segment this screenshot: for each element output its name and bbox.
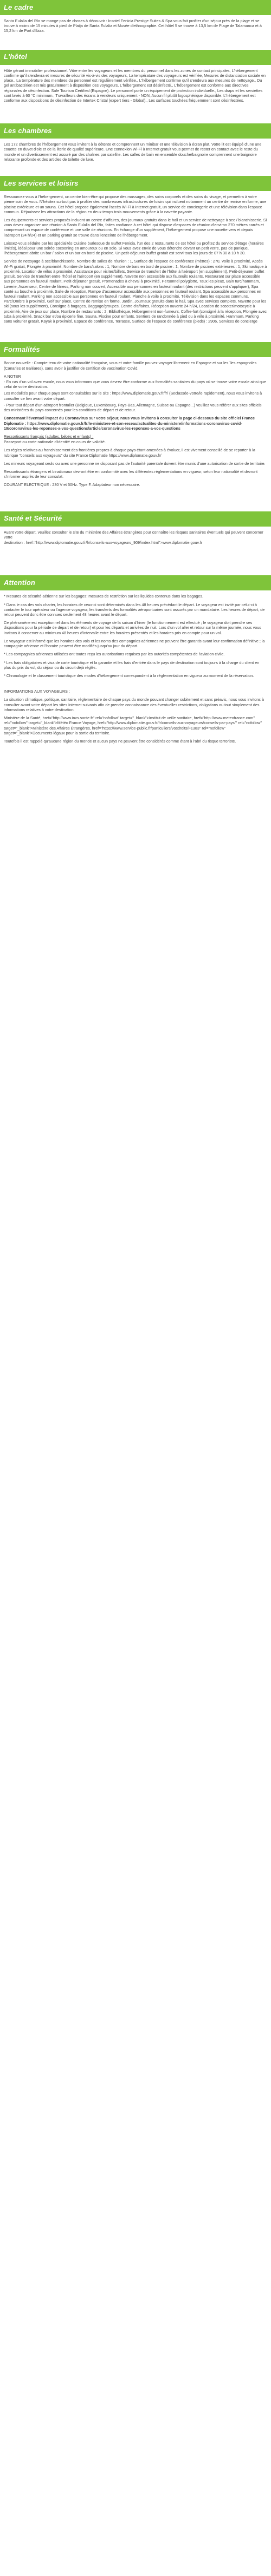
formalites-line-8: Passeport ou carte nationale d'identité en cours de validité. [4,439,106,445]
attention-line-4: Le voyageur est informé que les horaires des vols et les noms des compagnies aériennes ne peuvent être garantis avant leur confirmation définitive ; la compagnie aérienne et l'horaire peuvent être modifiés jusqu'au jour du départ. [4,638,265,649]
section-title-sante: Santé et Sécurité [0,511,271,527]
section-body-hotel [0,65,271,112]
loisirs-paragraph-2: Les équipements et services proposés incluent un centre d'affaires, des journaux gratuits dans le hall et un service de nettoyage à sec / blanchisserie. Si vous devez organiser une réunion à Santa Eulalia del Río, faites confiance à cet hôtel qui dispose d'espaces de réunion d'environ 270 mètres carrés et comprenant un espace de conférence et une salle de réunions. En échange d'un supplément, l'hébergement propose une navette vers et depuis l'aéroport (24 h/24) et un parking gratuit se trouve dans l'enceinte de l'hébergement. [4,217,267,238]
cadre-paragraph: Santa Eulalia del Río se mange pas de choses à découvrir : Insotel Fenicia Prestige Suites & Spa vous fait profiter d'un séjour près de la plage et se trouve à moins de 15 minutes à pied de Platja de Santa Eulalia et Musée d'ethnographie. Cet hôtel 5 se trouve à 13,5 km de Plage de Talamanca et à 15,2 km de Port d'Ibiza. [4,18,262,34]
attention-line-6: * Les frais obligatoires et visa de carte touristique et la garantie et les frais d'entrée dans le pays de destination sont toujours à la charge du client en plus du prix du vol, du séjour ou du circuit déjà réglés. [4,660,260,670]
info-voyageurs-paragraph-3: Toutefois il est rappelé qu'aucune région du monde et aucun pays ne peuvent être considérés comme étant à l'abri du risque terroriste. [4,738,236,744]
formalites-line-10: Les mineurs voyageant seuls ou avec une personne ne disposant pas de l'autorité parentale doivent être munis d'une autorisation de sortie de territoire. [4,461,266,466]
formalites-line-7: Ressortissants français (adultes, bébés et enfants) : [4,433,94,439]
section-title-chambres: Les chambres [0,123,271,139]
attention-line-1-prefix: * Mesures de sécurité aérienne sur les bagages: mesures de restriction sur les liquides contenus dans les bagages. [4,594,203,599]
section-title-formalites: Formalités [0,342,271,357]
formalites-line-9: Les règles relatives au franchissement des frontières propres à chaque pays étant amenées à évoluer, il est vivement conseillé de se reporter à la rubrique "conseils aux voyageurs" du site France Diplomatie https://www.diplomatie.gouv.fr/ [4,448,255,458]
section-title-cadre: Le cadre [0,0,271,15]
section-title-hotel: L'hôtel [0,50,271,65]
section-body-sante [0,527,271,554]
sante-line-1: Avant votre départ, veuillez consulter le site du ministère des Affaires étrangères pour connaître les risques sanitaires éventuels qui peuvent concerner votre [4,529,263,540]
chambres-paragraph: Les 172 chambres de l'hébergement vous invitent à la détente et comprennent un minibar et une télévision à écran plat. Votre lit est équipé d'une une couette en duvet d'oie et de la literie de qualité supérieure. Une connexion Wi-Fi à Internet gratuit vous permet de rester en contact avec le reste du monde et un divertissement est assuré par des chaînes par satellite. Les salles de bain en ensemble douche/baignoire comprennent une baignoire relaxante profonde et des articles de toilette de luxe. [4,142,262,162]
attention-line-3: Ce phénomène est exceptionnel dans les éléments de voyage de la saison d'hiver (le fonctionnement est effectué ; le voyageur doit prendre ses dispositions pour la période de départ et de retour) et pour les départs et arrivées de nuit. Lors d'un vol aller et retour sur la même journée, nous vous invitons à conserver au minimum 48 heures d'intervalle entre les horaires présentés et les horaires pris en compte pour un vol. [4,620,261,635]
sante-line-2: destination : href="http://www.diplomatie.gouv.fr/fr/conseils-aux-voyageurs_909/index.html">www.diplomatie.gouv.fr [4,540,202,546]
section-body-chambres [0,139,271,170]
loisirs-paragraph-4: Service de nettoyage à sec/blanchisserie, Nombre de salles de réunion : 1, Surface de l'espace de conférence (mètres) : 270, Voile à proximité, Accès Wi-Fi gratuit, Plongée à proximité, Nombre de bars/salons : 1, Nombre de bars en bord de piscine : 1, Nombre de piscines extérieures : 1, Ski nautique à proximité, Location de vélos à proximité, Assistance pour visites/billets, Service de transfert de l'hôtel à l'aéroport (en supplément), Petit-déjeuner buffet gratuit, Service de transfert entre l'hôtel et l'aéroport (en supplément), Navette non accessible aux fauteuils roulants, Restaurant sur place accessible aux personnes en fauteuil roulant, Petit-déjeuner gratuit, Promenades à cheval à proximité, Personnel polyglotte, Taux les pieux, Bain turc/hammam, Laverie, Ascenseur, Centre de fitness, Parking non couvert, Accessible aux personnes en fauteuil roulant (des restrictions peuvent s'appliquer), Spa santé au bouche à proximité, Salle de réception, Rampe d'ascenseur accessible aux personnes en fauteuil roulant, Spa accessible aux personnes en fauteuil roulant, Parking non accessible aux personnes en fauteuil roulant, Planche à voile à proximité, Télévision dans les espaces communs, Parc/Ombre à proximité, Golf sur place, Centre de remise en forme, Jardin, Journaux gratuits dans le hall, Spa avec services complets, Navette pour les ski (sous les supplément), Consigne à bagages, Baggage/groupes, Centre d'affaires, Réception ouverte 24 h/24, Location de scooter/motocycle à proximité, Aire de jeux sur place, Nombre de restaurants : 2, Bibliothèque, Hébergement non-fumeurs, Coffre-fort (consigné à la réception, Plongée avec tuba à proximité, Snack bar et/ou épicerie fine, Sauna, Piscine pour enfants, Sentiers de randonnée à pied ou à vélo à proximité, Hammam, Parking sans voiturier gratuit, Kayak à proximité, Espace de conférence, Terrasse, Surface de l'espace de conférence (pieds) : 2906, Services de concierge [4,259,267,324]
attention-line-5: * Les compagnies aériennes utilisées ont toutes reçu les autorisations requises par les autorités compétentes de l'aviation civile. [4,652,225,657]
loisirs-paragraph-3: Laissez-vous séduire par les spécialités Cuisine burlesque de Buffet Fenicia, l'un des 2 restaurants de cet hôtel ou profitez du service d'étage (horaires limités), idéal pour une soirée cocooning en amoureux ou en solo. Si vous avez envie de vous détendre devant un petit verre, pas de panique, l'hébergement abrite un bar / salon et un bar en bord de piscine. Un petit-déjeuner buffet gratuit est servi tous les jours de 07 h 30 à 10 h 30. [4,240,264,256]
attention-line-2: * Dans le cas des vols charter, les horaires de ceux-ci sont déterminés dans les 48 heures précédant le départ. Le voyageur est invité par celui-ci à contacter le tour opérateur ou l'agence voyageur, les transferts des formalités aéroportuaires sont assurés par un mandataire. Les heures de départ, de retour peuvent donc être connues seulement 48 heures avant le départ. [4,602,265,617]
section-body-cadre [0,15,271,42]
attention-line-7: * Chronologie et le classement touristique des modes d'hébergement correspondent à la réglementation en vigueur au moment de la réservation. [4,673,254,678]
formalites-line-5: - Pour tout départ d'un aéroport frontalier (Belgique, Luxembourg, Pays-Bas, Allemagne, Suisse ou Espagne...) veuillez vous référer aux sites officiels des ministères du pays concernés pour les conditions de départ et de retour. [4,402,262,413]
info-voyageurs-paragraph-1: La situation climatique, politique, sanitaire, réglementaire de chaque pays du monde pouvant changer subitement et sans préavis, nous vous invitons à consulter avant votre départ les sites Internet suivants afin de prendre connaissance des éventuelles restrictions, obligations ou tout simplement des informations relatives à votre destination. [4,697,264,712]
section-body-formalites [0,357,271,496]
formalites-line-12: COURANT ELECTRIQUE : 230 V et 50Hz. Type F. Adaptateur non nécessaire. [4,482,140,488]
formalites-line-3: - En cas d'un vol avec escale, nous vous informons que vous devrez être conforme aux formalités sanitaires du pays où se trouve votre escale ainsi que celui de votre destination. [4,379,266,390]
attention-line-1 [4,594,267,599]
formalites-line-6: Concernant l'éventuel impact du Coronavirus sur votre séjour, nous vous invitons à consulter la page ci-dessous du site officiel France Diplomatie : https://www.diplomatie.gouv.fr/fr/le-ministere-et-son-reseau/actualites-du-ministere/informations-coronavirus-covid-19/coronavirus-les-reponses-a-vos-questions/article/coronavirus-les-reponses-a-vos-questions [4,416,255,431]
section-body-loisirs [0,191,271,332]
hotel-paragraph: Hôte gérant immobilier professionnel. Vitre entre les voyageurs et les membres du personnel dans les zones de contact principales, L'hébergement confirme qu'il s'endevra et mesures de sécurité vis-à-vis des voyageurs, La température des voyageurs est vérifiée, Mesures de distanciation sociale en place., La température des membres du personnel est régulièrement vérifiée., L'hébergement confirme qu'il s'endevra aux mesures de nettoyage., Du gel antibactérien est mis gratuitement à disposition des voyageurs, L'hébergement est désinfecté., L'hébergement est conforme aux directives régionales de désinfection. Safe Tourism Certified (Espagne). Le personnel porte un équipement de protection individuelle., Les draps et les serviettes sont lavés à 60 °C minimum., Travailleurs des écrans à vendeurs uniquement - NON, Aucun fil plutôt logosphérique disponible. L'hébergement est conforme aux dispositions de désinfection de Intertek Cristal (expert tiers - Global)., Les surfaces touchées fréquemment sont désinfectées. [4,68,266,103]
formalites-line-4: Les modalités pour chaque pays sont consultables sur le site : https://www.diplomatie.gouv.fr/fr/ (Seclassée-votre/le rapidement), nous vous invitons à consulter ce lien avant votre départ. [4,391,262,401]
formalites-line-11: Ressortissants étrangers et binationaux devront être en conformité avec les différentes réglementations en vigueur, selon leur nationalité et devront s'informer auprès de leur consulat. [4,469,258,479]
section-title-attention: Attention [0,575,271,590]
formalites-line-2: A NOTER [4,373,21,379]
section-title-loisirs: Les services et loisirs [0,176,271,191]
info-voyageurs-paragraph-2: Ministère de la Santé, href="http://www.invs.sante.fr" rel="nofollow" target="_blank">Institut de veille sanitaire, href="http://www.meteofrance.com" rel="nofollow" target="_blank">Météo France Voyage, href="http://www.diplomatie.gouv.fr/fr/conseils-aux-voyageurs/conseils-par-pays/" rel="nofollow" target="_blank">Ministère des Affaires Étrangères, href="https://www.service-public.fr/particuliers/vosdroits/F1383" rel="nofollow" target="_blank">Documents légaux pour la sortie du territoire. [4,715,262,735]
section-body-attention [0,590,271,752]
formalites-line-1: Bonne nouvelle : Compte tenu de votre nationalité française, vous et votre famille pouvez voyager librement en Espagne et sur les îles espagnoles (Canaries et Baléares), sans avoir à justifier de certificat de vaccination Covid. [4,360,257,371]
info-voyageurs-title: INFORMATIONS AUX VOYAGEURS : [4,689,70,694]
loisirs-paragraph-1: Ressourcez-vous à l'hébergement, un centre bien-être qui propose des massages, des soins corporels et des soins du visage, et permettra à votre pieme soin de vous. N'hésitez surtout pas à profiter des nombreuses infrastructures de loisirs qui incluent notamment un centre de remise en forme, une piscine extérieure et un sauna. Cet hôtel propose également l'accès Wi-Fi à Internet gratuit, un service de conciergerie et une télévision dans l'espace commun. Réjouissez les attractions de la région en deux temps trois mouvements grâce à la navette payante. [4,194,267,214]
